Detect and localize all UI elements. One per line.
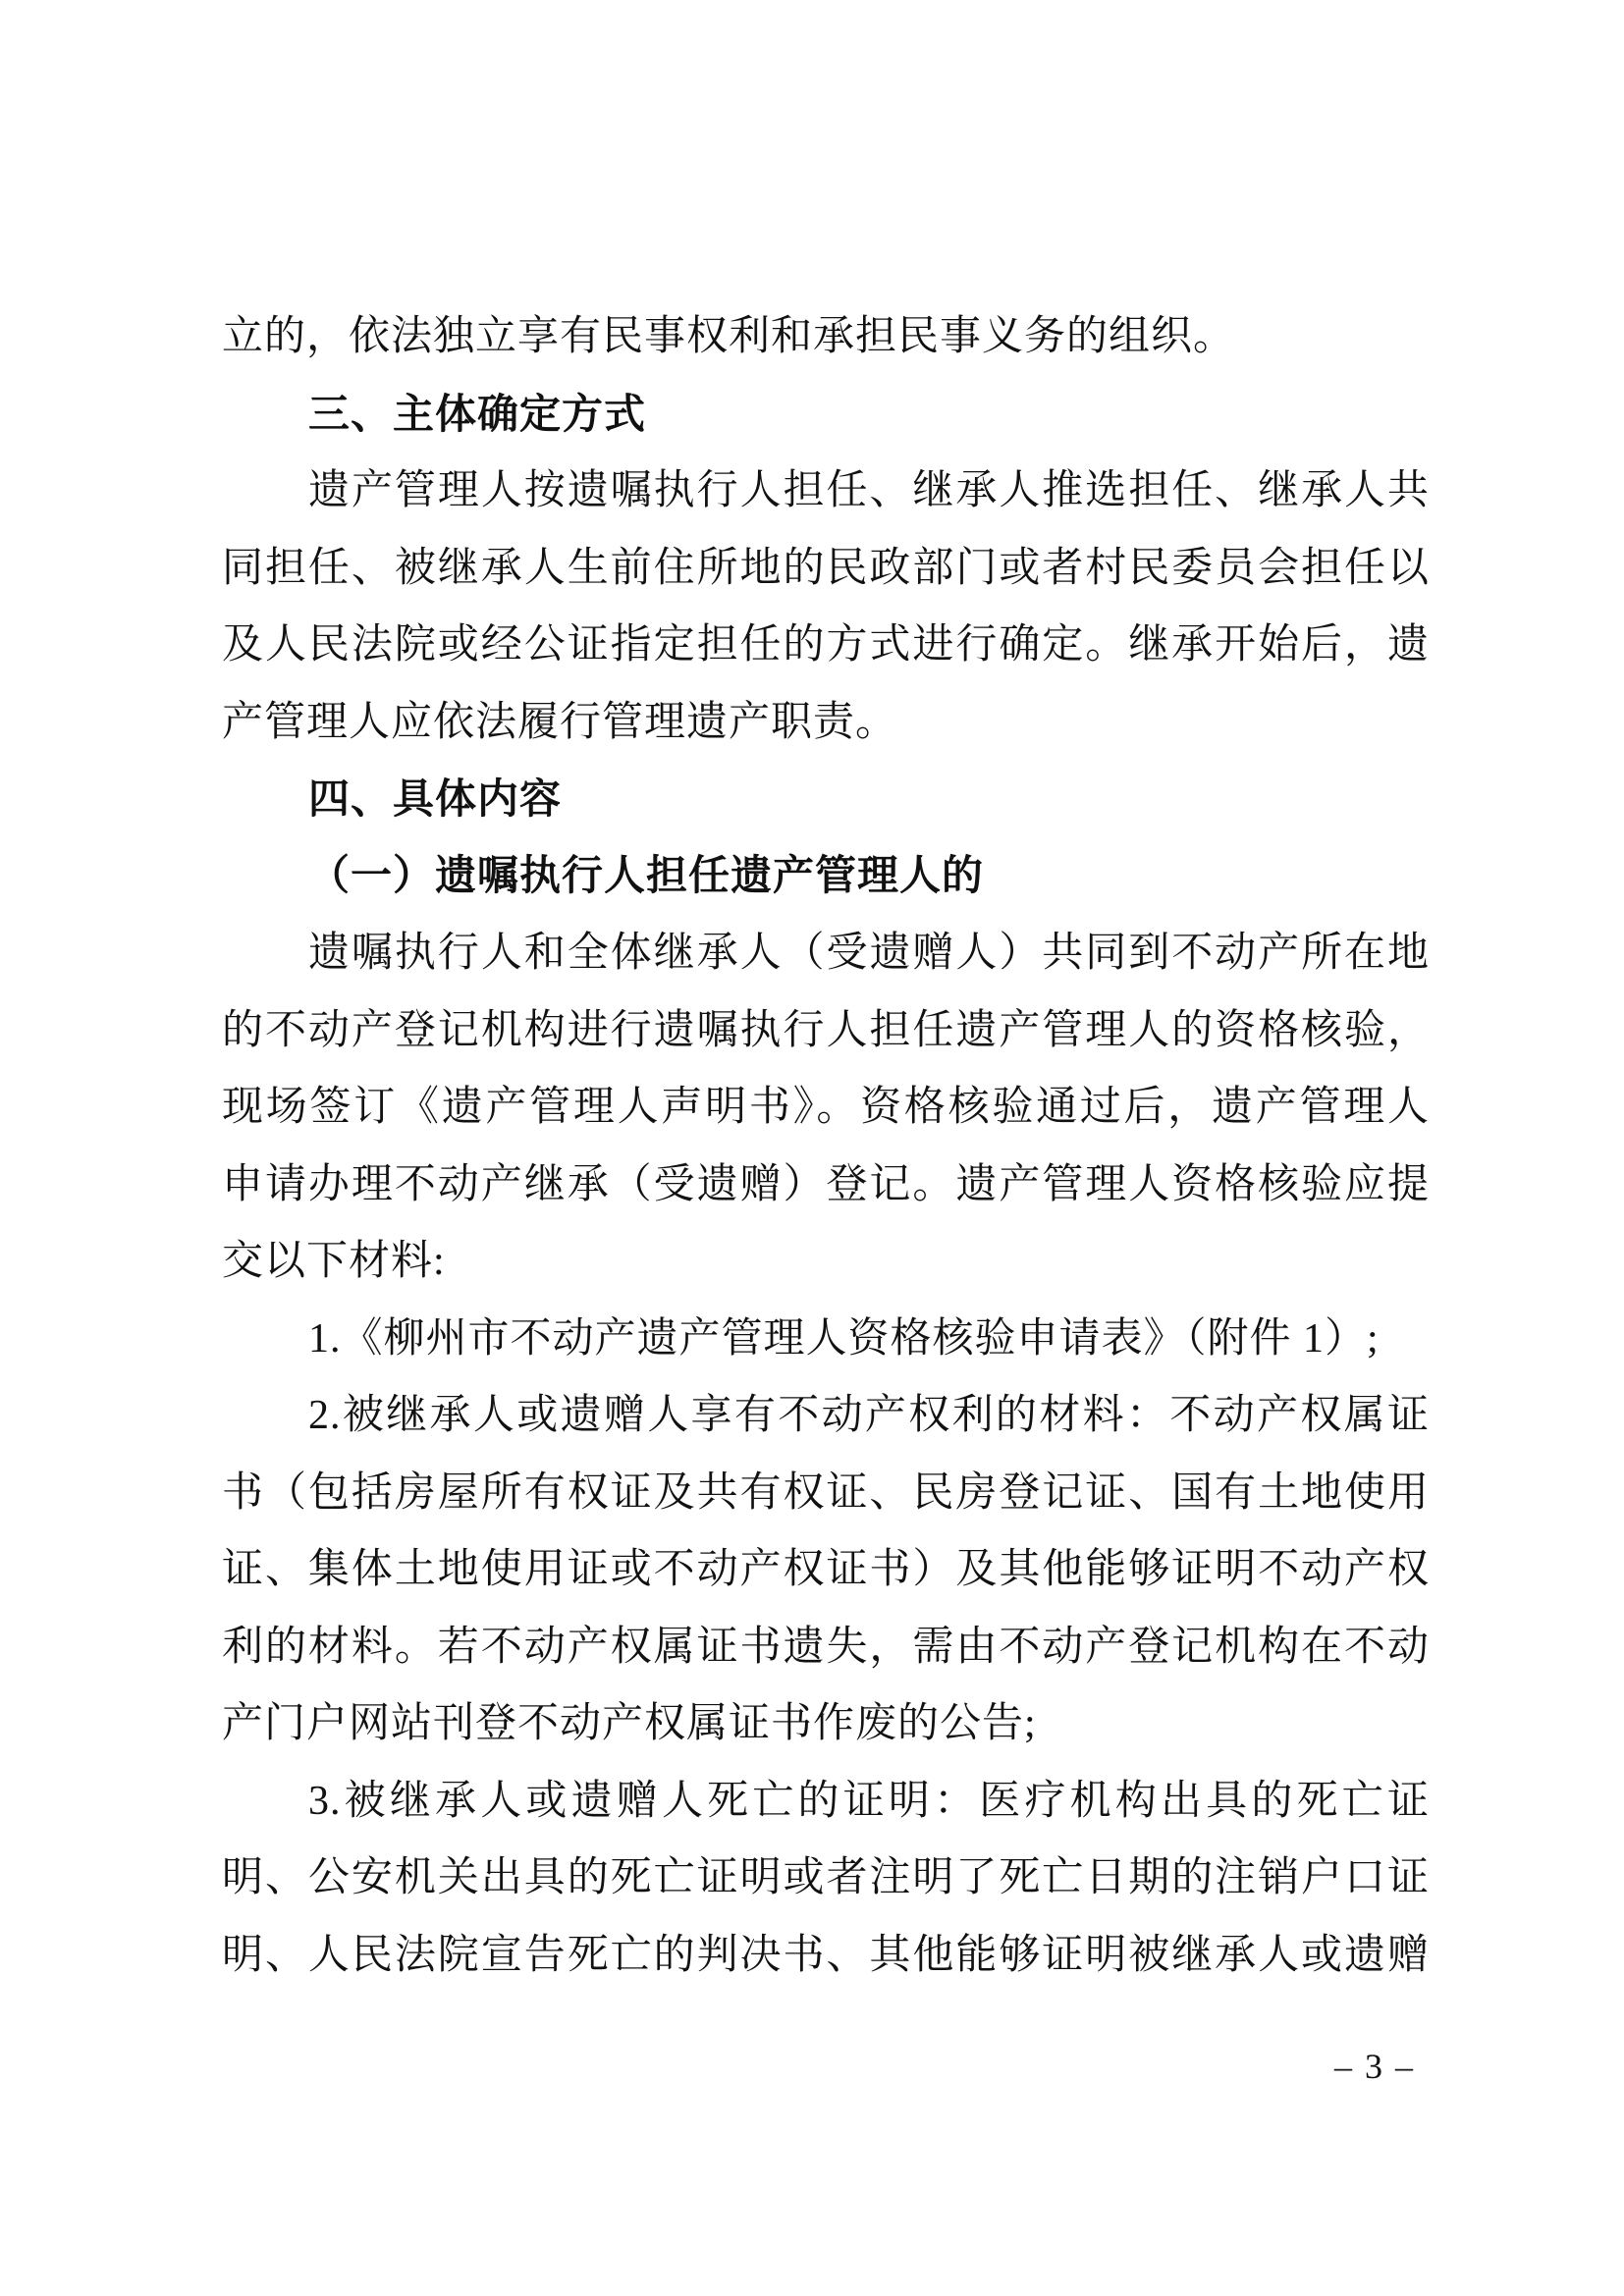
body-line: 同担任、被继承人生前住所地的民政部门或者村民委员会担任以 (222, 545, 1430, 591)
list-item-line: 3.被继承人或遗赠人死亡的证明：医疗机构出具的死亡证 (308, 1778, 1430, 1824)
list-item-line: 证、集体土地使用证或不动产权证书）及其他能够证明不动产权 (222, 1547, 1430, 1592)
body-line: 交以下材料: (222, 1239, 446, 1284)
body-line: 遗嘱执行人和全体继承人（受遗赠人）共同到不动产所在地 (308, 931, 1430, 976)
body-line: 现场签订《遗产管理人声明书》。资格核验通过后，遗产管理人 (222, 1085, 1430, 1130)
body-line: 立的，依法独立享有民事权利和承担民事义务的组织。 (222, 314, 1236, 359)
body-line: 遗产管理人按遗嘱执行人担任、继承人推选担任、继承人共 (308, 468, 1430, 513)
section-heading: 四、具体内容 (308, 774, 563, 823)
body-line: 产管理人应依法履行管理遗产职责。 (222, 699, 898, 745)
list-item-line: 明、公安机关出具的死亡证明或者注明了死亡日期的注销户口证 (222, 1855, 1430, 1900)
document-body (222, 298, 1430, 1994)
body-line: 的不动产登记机构进行遗嘱执行人担任遗产管理人的资格核验， (222, 1007, 1430, 1053)
body-line: 申请办理不动产继承（受遗赠）登记。遗产管理人资格核验应提 (222, 1161, 1430, 1207)
list-item-line: 明、人民法院宣告死亡的判决书、其他能够证明被继承人或遗赠 (222, 1932, 1430, 1978)
section-heading: 三、主体确定方式 (308, 389, 647, 438)
list-item-line: 书（包括房屋所有权证及共有权证、民房登记证、国有土地使用 (222, 1469, 1430, 1516)
list-item-line: 利的材料。若不动产权属证书遗失，需由不动产登记机构在不动 (222, 1624, 1430, 1670)
page-number: – 3 – (1334, 2047, 1415, 2086)
subsection-heading: （一）遗嘱执行人担任遗产管理人的 (308, 853, 985, 899)
list-item-line: 产门户网站刊登不动产权属证书作废的公告; (222, 1701, 1037, 1746)
list-item-line: 2.被继承人或遗赠人享有不动产权利的材料：不动产权属证 (308, 1393, 1430, 1438)
list-item-line: 1.《柳州市不动产遗产管理人资格核验申请表》（附件 1）; (308, 1315, 1380, 1362)
body-line: 及人民法院或经公证指定担任的方式进行确定。继承开始后，遗 (222, 622, 1430, 667)
